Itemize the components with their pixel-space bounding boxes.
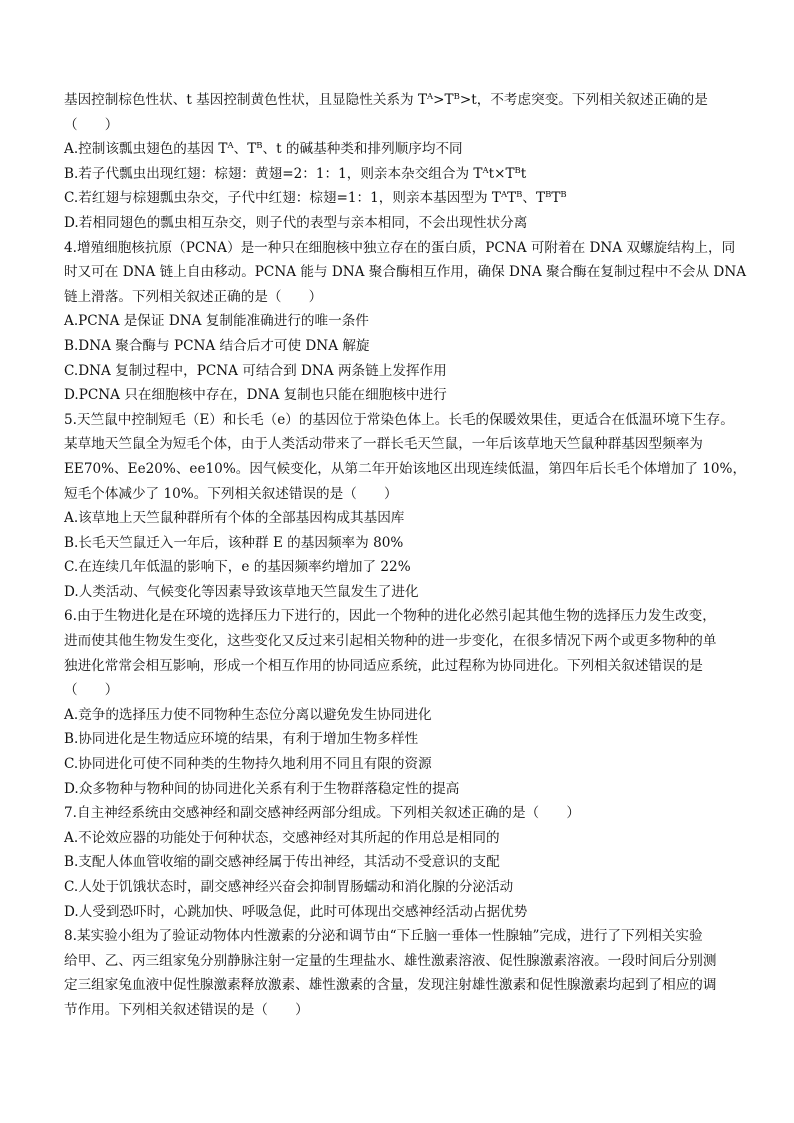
q6-option-c[interactable]: C.协同进化可使不同种类的生物持久地利用不同且有限的资源 [64,756,432,773]
q3-option-d[interactable]: D.若相同翅色的瓢虫相互杂交，则子代的表型与亲本相同，不会出现性状分离 [64,214,528,231]
q6-stem-line-1: 6.由于生物进化是在环境的选择压力下进行的，因此一个物种的进化必然引起其他生物的选择压力发生改变， [64,608,716,625]
q8-stem-line-4: 节作用。下列相关叙述错误的是（ ） [64,1001,309,1018]
q5-stem-line-2: 某草地天竺鼠全为短毛个体，由于人类活动带来了一群长毛天竺鼠，一年后该草地天竺鼠种群基因型频率为 [64,436,703,453]
q7-option-c[interactable]: C.人处于饥饿状态时，副交感神经兴奋会抑制胃肠蠕动和消化腺的分泌活动 [64,879,514,895]
q3-stem-line-2: （ ） [64,116,119,133]
q3-option-c[interactable]: C.若红翅与棕翅瓢虫杂交，子代中红翅：棕翅=1：1，则亲本基因型为 $T^AT^B$、$T^BT^B$ [64,190,567,207]
q4-option-b[interactable]: B.DNA 聚合酶与 PCNA 结合后才可使 DNA 解旋 [64,337,370,354]
q6-stem-line-3: 独进化常常会相互影响，形成一个相互作用的协同适应系统，此过程称为协同进化。下列相关叙述错误的是 [64,657,703,674]
q4-stem-line-2: 时又可在 DNA 链上自由移动。PCNA 能与 DNA 聚合酶相互作用，确保 DNA 聚合酶在复制过程中不会从 DNA [64,264,747,281]
q5-option-c[interactable]: C.在连续几年低温的影响下，e 的基因频率约增加了 22% [64,559,411,576]
q3-option-b[interactable]: B.若子代瓢虫出现红翅：棕翅：黄翅=2：1：1，则亲本杂交组合为 $T^At\times T^Bt$ [64,165,527,182]
q5-stem-line-4: 短毛个体减少了 10%。下列相关叙述错误的是（ ） [64,485,398,502]
q3-option-a[interactable]: A.控制该瓢虫翅色的基因 $T^A$、$T^B$、t 的碱基种类和排列顺序均不同 [64,141,463,158]
q6-stem-line-2: 进而使其他生物发生变化，这些变化又反过来引起相关物种的进一步变化，在很多情况下两个或更多物种的单 [64,633,717,650]
q7-stem-line-1: 7.自主神经系统由交感神经和副交感神经两部分组成。下列相关叙述正确的是（ ） [64,805,580,822]
q6-stem-line-4: （ ） [64,682,119,699]
q4-option-d[interactable]: D.PCNA 只在细胞核中存在，DNA 复制也只能在细胞核中进行 [64,387,447,404]
q4-option-a[interactable]: A.PCNA 是保证 DNA 复制能准确进行的唯一条件 [64,313,369,330]
q4-stem-line-1: 4.增殖细胞核抗原（PCNA）是一种只在细胞核中独立存在的蛋白质，PCNA 可附着在 DNA 双螺旋结构上，同 [64,239,736,256]
q4-option-c[interactable]: C.DNA 复制过程中，PCNA 可结合到 DNA 两条链上发挥作用 [64,362,447,379]
q8-stem-line-3: 定三组家兔血液中促性腺激素释放激素、雄性激素的含量，发现注射雄性激素和促性腺激素均起到了相应的调 [64,977,717,994]
q8-stem-line-2: 给甲、乙、丙三组家兔分别静脉注射一定量的生理盐水、雄性激素溶液、促性腺激素溶液。一段时间后分别测 [64,952,717,969]
q7-option-a[interactable]: A.不论效应器的功能处于何种状态，交感神经对其所起的作用总是相同的 [64,829,500,846]
q5-stem-line-1: 5.天竺鼠中控制短毛（E）和长毛（e）的基因位于常染色体上。长毛的保暖效果佳，更适合在低温环境下生存。 [64,411,734,428]
q5-option-b[interactable]: B.长毛天竺鼠迁入一年后，该种群 E 的基因频率为 80% [64,534,404,551]
q6-option-a[interactable]: A.竞争的选择压力使不同物种生态位分离以避免发生协同进化 [64,706,432,723]
q8-stem-line-1: 8.某实验小组为了验证动物体内性激素的分泌和调节由“下丘脑一垂体一性腺轴”完成，进行了下列相关实验 [64,928,703,945]
q7-option-b[interactable]: B.支配人体血管收缩的副交感神经属于传出神经，其活动不受意识的支配 [64,854,500,871]
exam-page [64,88,747,1023]
q5-option-d[interactable]: D.人类活动、气候变化等因素导致该草地天竺鼠发生了进化 [64,583,419,600]
q4-stem-line-3: 链上滑落。下列相关叙述正确的是（ ） [64,288,323,305]
q3-stem-line-1: 基因控制棕色性状、t 基因控制黄色性状，且显隐性关系为 $T^A>T^B>t$，不考虑突变。下列相关叙述正确的是 [64,92,708,108]
q6-option-d[interactable]: D.众多物种与物种间的协同进化关系有利于生物群落稳定性的提高 [64,780,460,797]
q5-option-a[interactable]: A.该草地上天竺鼠种群所有个体的全部基因构成其基因库 [64,510,405,527]
q5-stem-line-3: EE70%、Ee20%、ee10%。因气候变化，从第二年开始该地区出现连续低温，第四年后长毛个体增加了 10%， [64,460,747,477]
q7-option-d[interactable]: D.人受到恐吓时，心跳加快、呼吸急促，此时可体现出交感神经活动占据优势 [64,903,528,920]
q6-option-b[interactable]: B.协同进化是生物适应环境的结果，有利于增加生物多样性 [64,731,419,748]
